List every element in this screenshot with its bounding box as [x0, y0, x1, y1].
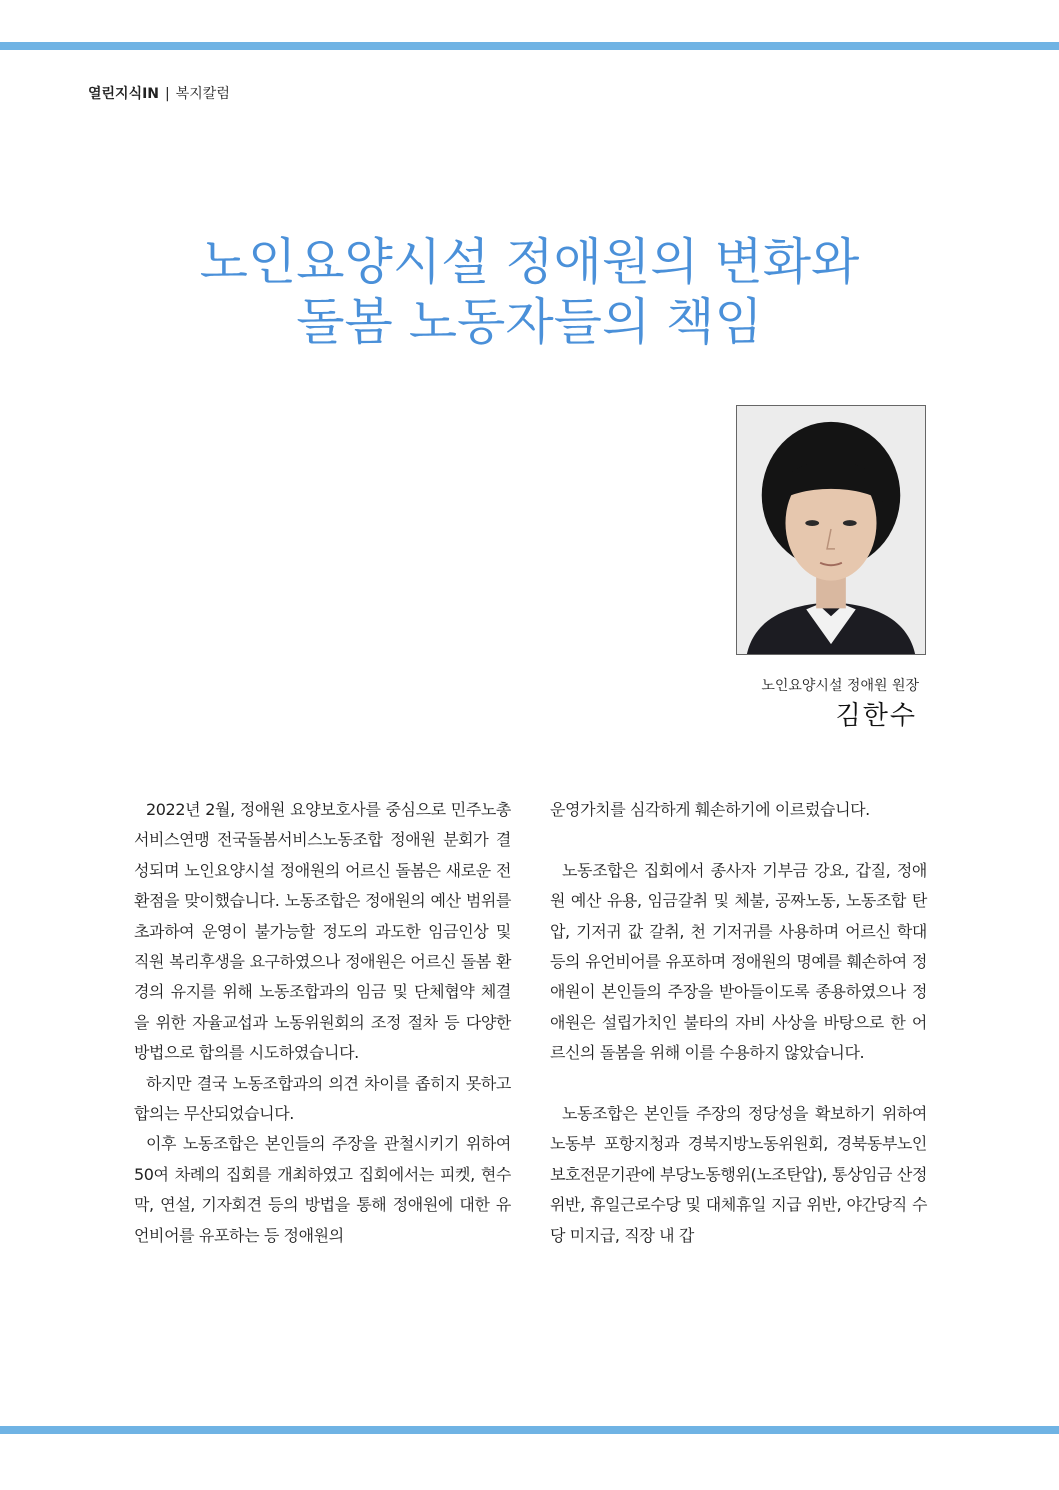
title-line-1: 노인요양시설 정애원의 변화와 [199, 232, 860, 291]
paragraph: 하지만 결국 노동조합과의 의견 차이를 좁히지 못하고 합의는 무산되었습니다. [134, 1073, 511, 1124]
article-title [0, 232, 1059, 352]
author-role: 노인요양시설 정애원 원장 [761, 678, 919, 694]
paragraph: 2022년 2월, 정애원 요양보호사를 중심으로 민주노총 서비스연맹 전국돌봄서비스노동조합 정애원 분회가 결성되며 노인요양시설 정애원의 어르신 돌봄은 새로운 전환점을 맞이했습니다. 노동조합은 정애원의 예산 범위를 초과하여 운영이 불가능할 정도의 과도한 임금인상 및 직원 복리후생을 요구하였으나 정애원은 어르신 돌봄 환경의 유지를 위해 노동조합과의 임금 및 단체협약 체결을 위한 자율교섭과 노동위원회의 조정 절차 등 다양한 방법으로 합의를 시도하였습니다. [134, 800, 511, 1063]
top-rule [0, 42, 1059, 50]
article-column-right [550, 795, 927, 1251]
title-line-2: 돌봄 노동자들의 책임 [296, 292, 763, 351]
paragraph: 노동조합은 집회에서 종사자 기부금 강요, 갑질, 정애원 예산 유용, 임금갈취 및 체불, 공짜노동, 노동조합 탄압, 기저귀 값 갈취, 천 기저귀를 사용하며 어르신 학대 등의 유언비어를 유포하며 정애원의 명예를 훼손하여 정애원이 본인들의 주장을 받아들이도록 종용하였으나 정애원은 설립가치인 불타의 자비 사상을 바탕으로 한 어르신의 돌봄을 위해 이를 수용하지 않았습니다. [550, 860, 927, 1063]
author-name: 김한수 [835, 701, 917, 731]
paragraph: 운영가치를 심각하게 훼손하기에 이르렀습니다. [550, 800, 870, 819]
article-column-left [134, 795, 511, 1251]
author-photo [736, 405, 926, 655]
paragraph: 노동조합은 본인들 주장의 정당성을 확보하기 위하여 노동부 포항지청과 경북지방노동위원회, 경북동부노인보호전문기관에 부당노동행위(노조탄압), 통상임금 산정위반, 휴일근로수당 및 대체휴일 지급 위반, 야간당직 수당 미지급, 직장 내 갑 [550, 1104, 927, 1245]
portrait-image [737, 406, 925, 654]
bottom-rule [0, 1426, 1059, 1434]
section-name: 복지칼럼 [175, 86, 230, 102]
magazine-brand: 열린지식IN [88, 86, 160, 102]
section-separator: | [165, 86, 170, 102]
paragraph: 이후 노동조합은 본인들의 주장을 관철시키기 위하여 50여 차례의 집회를 개최하였고 집회에서는 피켓, 현수막, 연설, 기자회견 등의 방법을 통해 정애원에 대한 유언비어를 유포하는 등 정애원의 [134, 1134, 511, 1245]
section-label [88, 84, 230, 104]
